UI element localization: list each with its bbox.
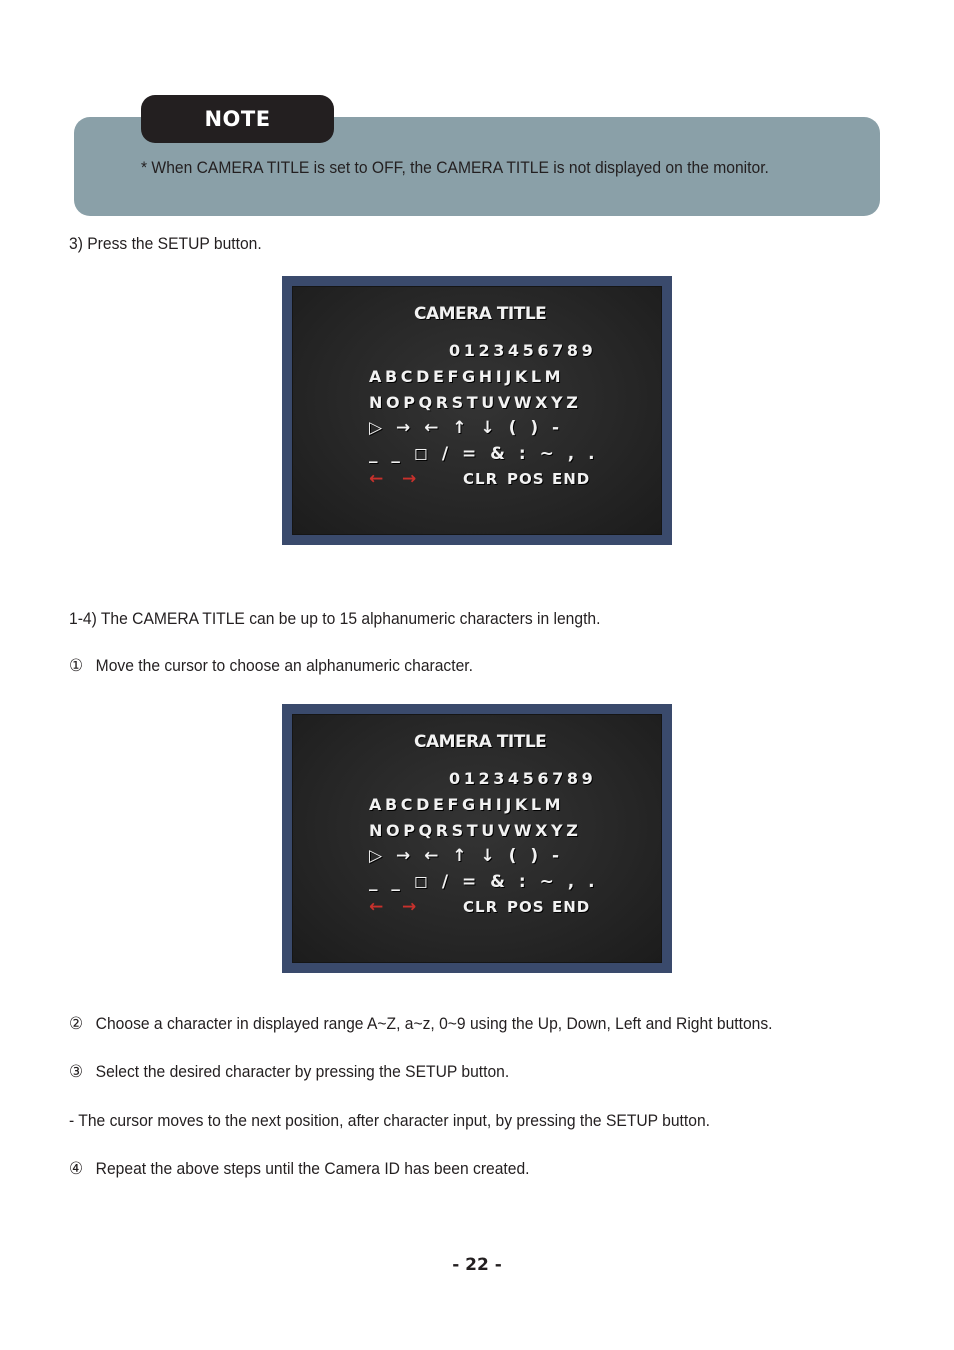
item-3 [69,1062,509,1082]
step-3-text: 3) Press the SETUP button. [69,234,262,253]
item-4-number: ④ [69,1159,84,1178]
osd-pos: POS [507,470,545,488]
item-3-text: Select the desired character by pressing the SETUP button. [95,1062,510,1081]
step-1-4-text: 1-4) The CAMERA TITLE can be up to 15 alphanumeric characters in length. [69,609,601,628]
osd-symbols-row-1: ▷ → ← ↑ ↓ ( ) - [369,418,560,438]
osd-letters-row-1: ABCDEFGHIJKLM [369,367,565,386]
osd-symbols-row-2: _ _ ◻ / = & : ~ , . [369,872,595,892]
item-2-text: Choose a character in displayed range A~Z, a~z, 0~9 using the Up, Down, Left and Right buttons. [95,1014,773,1033]
osd-symbols-row-2: _ _ ◻ / = & : ~ , . [369,444,595,464]
osd-display [292,714,662,963]
osd-symbols-row-1: ▷ → ← ↑ ↓ ( ) - [369,846,560,866]
item-1-number: ① [69,656,84,675]
osd-title: CAMERA TITLE [414,304,547,324]
osd-clr: CLR [463,898,499,916]
osd-letters-row-2: NOPQRSTUVWXYZ [369,393,582,412]
osd-left-arrow-icon: ← [369,469,384,489]
osd-display [292,286,662,535]
item-3-number: ③ [69,1062,84,1081]
osd-screen-1 [282,276,672,545]
item-4-text: Repeat the above steps until the Camera ID has been created. [95,1159,530,1178]
page-number: - 22 - [452,1255,502,1275]
cursor-note-text: - The cursor moves to the next position, after character input, by pressing the SETUP button. [69,1111,710,1130]
osd-clr: CLR [463,470,499,488]
osd-pos: POS [507,898,545,916]
item-2-number: ② [69,1014,84,1033]
item-1-text: Move the cursor to choose an alphanumeric character. [95,656,473,675]
osd-end: END [552,898,591,916]
note-label: NOTE [141,95,334,143]
item-4 [69,1159,530,1179]
osd-digits-row: 0123456789 [449,341,597,360]
osd-right-arrow-icon: → [402,897,417,917]
note-text: * When CAMERA TITLE is set to OFF, the CAMERA TITLE is not displayed on the monitor. [141,158,769,177]
osd-screen-2 [282,704,672,973]
item-2 [69,1014,773,1034]
osd-title: CAMERA TITLE [414,732,547,752]
item-1 [69,656,473,676]
osd-right-arrow-icon: → [402,469,417,489]
osd-letters-row-1: ABCDEFGHIJKLM [369,795,565,814]
osd-digits-row: 0123456789 [449,769,597,788]
osd-end: END [552,470,591,488]
osd-left-arrow-icon: ← [369,897,384,917]
osd-letters-row-2: NOPQRSTUVWXYZ [369,821,582,840]
